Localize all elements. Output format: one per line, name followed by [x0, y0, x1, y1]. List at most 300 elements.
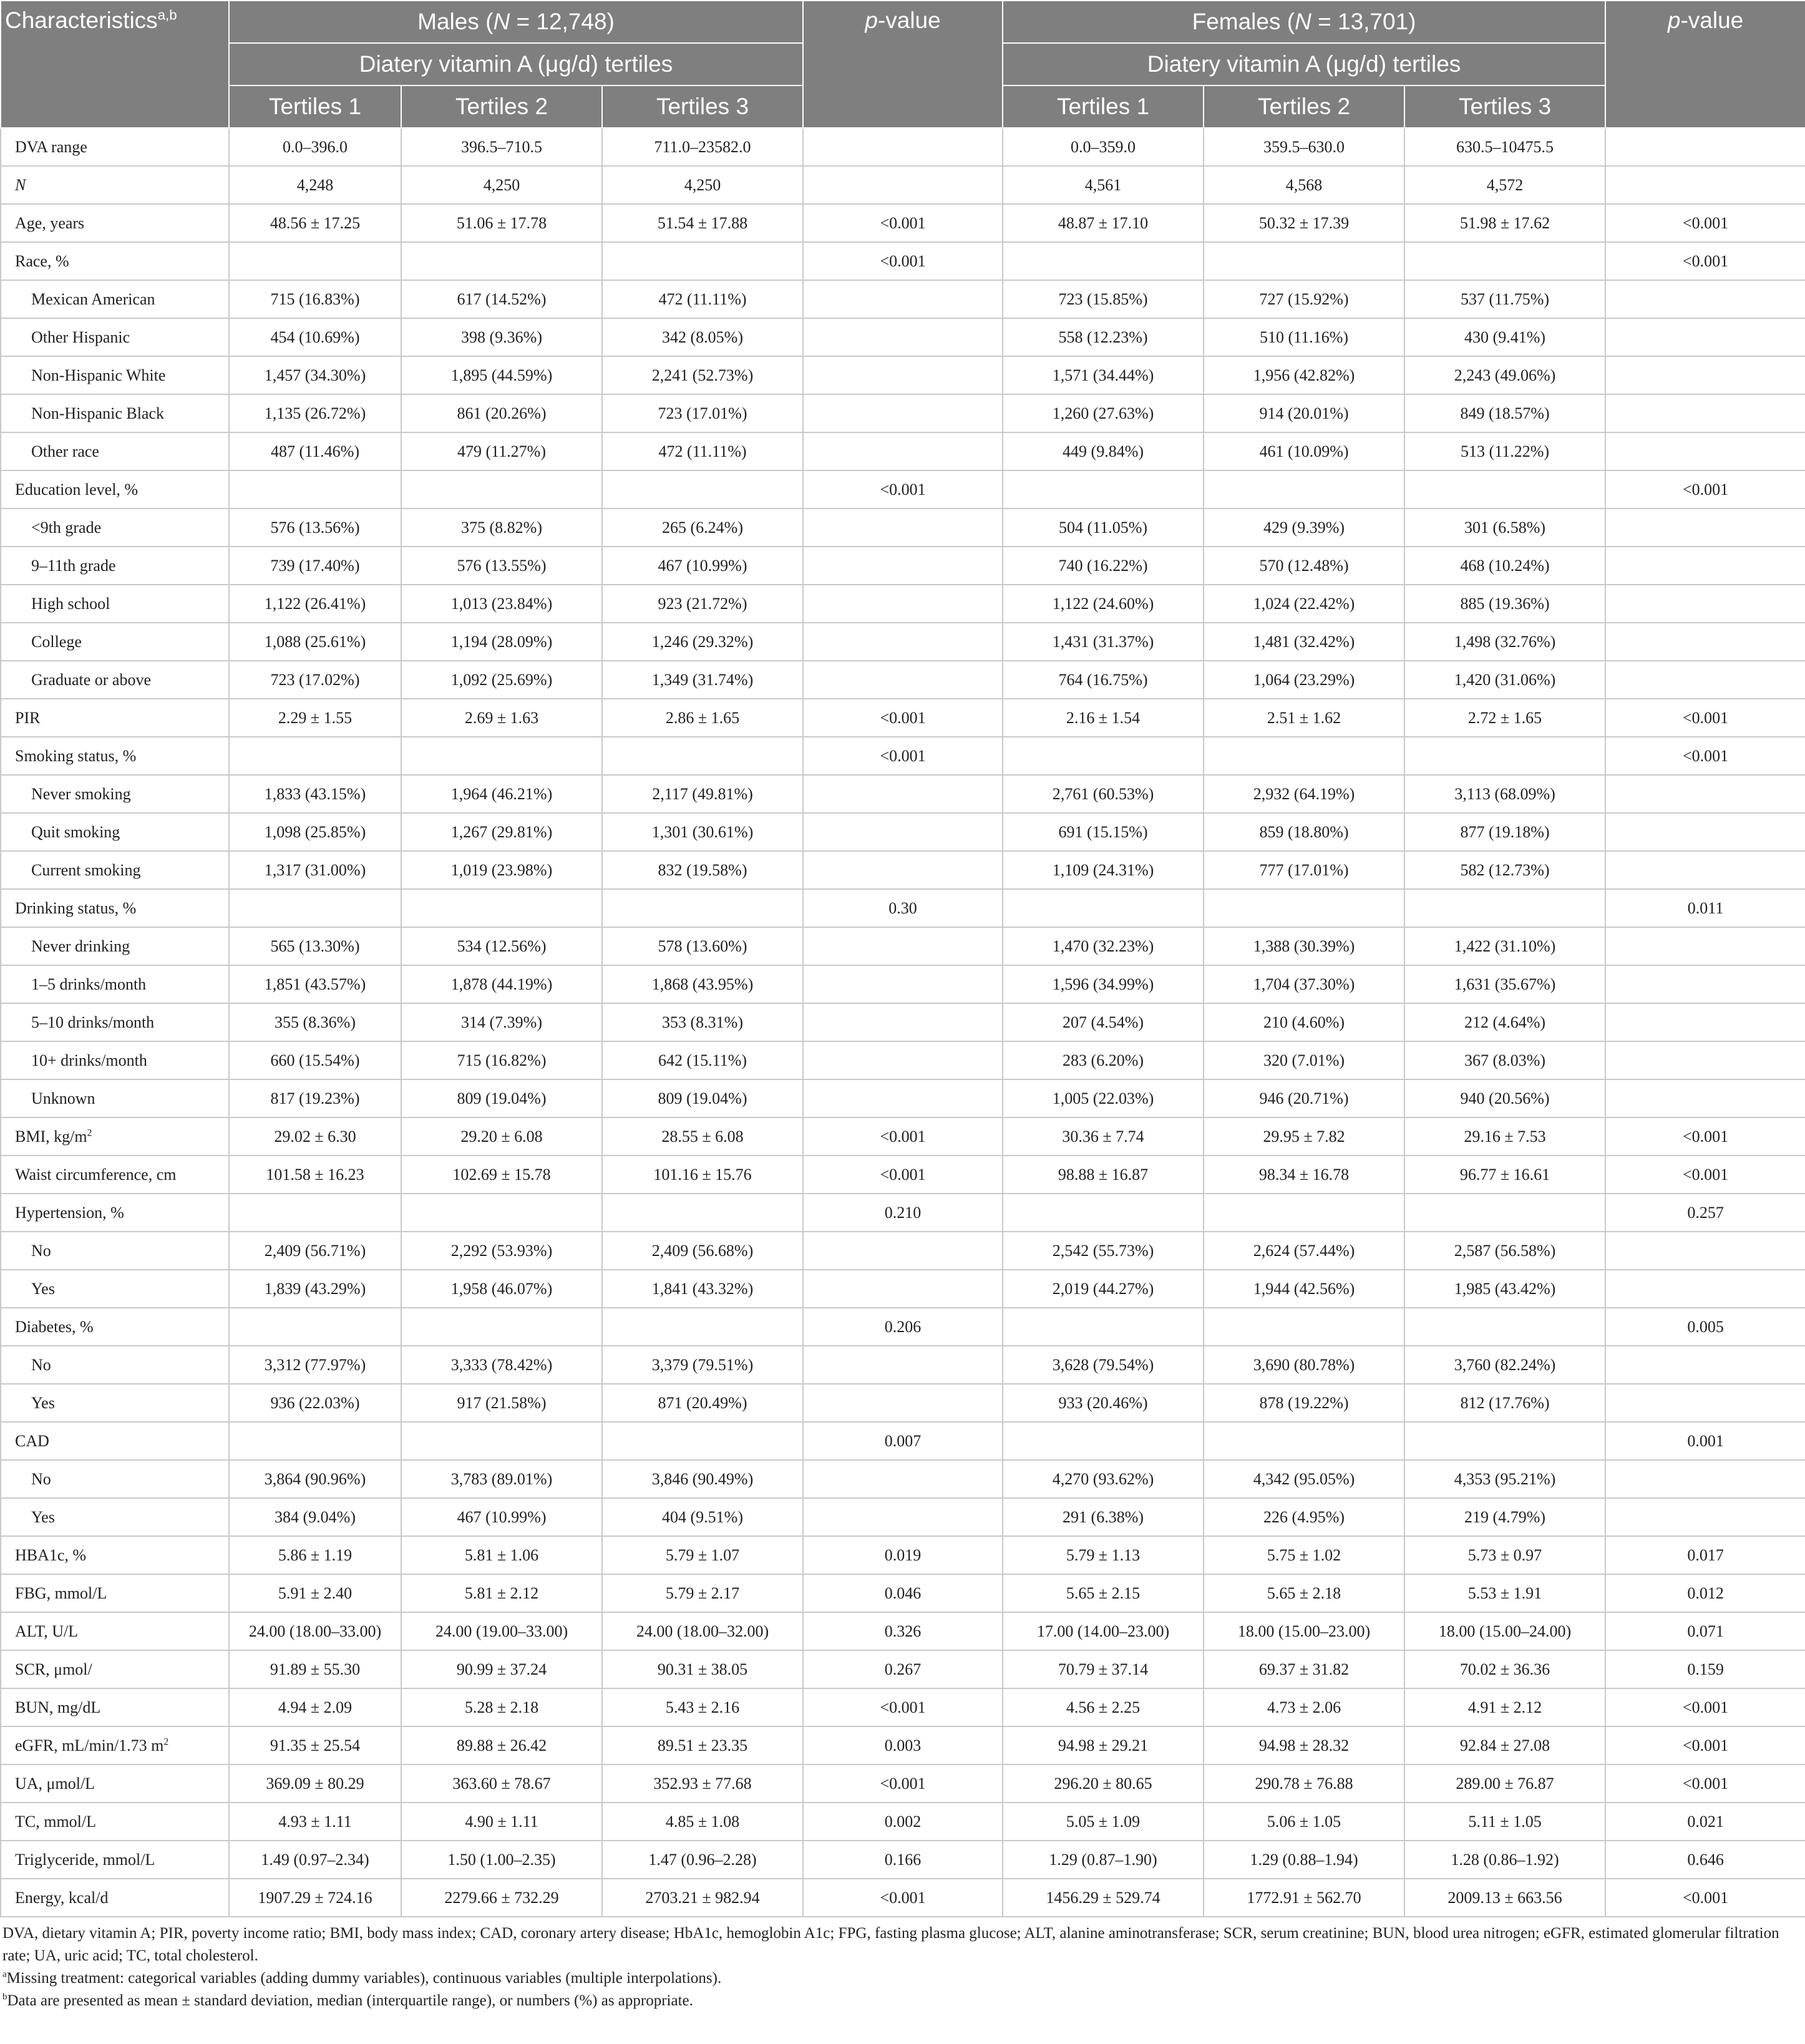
males-tertile-2-cell: 51.06 ± 17.78 — [401, 204, 602, 242]
females-tertile-3-cell: 5.73 ± 0.97 — [1404, 1536, 1605, 1574]
table-row — [1, 1726, 1805, 1764]
males-tertile-3-cell: 404 (9.51%) — [602, 1498, 803, 1536]
table-row — [1, 280, 1805, 318]
females-pvalue-cell — [1605, 1498, 1805, 1536]
footnote-a: $^a$Missing treatment: categorical variables (adding dummy variables), continuous variables (multiple interpolations). — [2, 1969, 722, 1987]
males-tertile-2-cell: 1,194 (28.09%) — [401, 623, 602, 661]
table-row — [1, 1536, 1805, 1574]
females-tertile-3-cell: 2,587 (56.58%) — [1404, 1232, 1605, 1270]
females-tertile-3-cell: 51.98 ± 17.62 — [1404, 204, 1605, 242]
females-pvalue-cell: <0.001 — [1605, 699, 1805, 737]
males-tertile-3-header: Tertiles 3 — [602, 85, 803, 128]
males-tertile-3-cell — [602, 1308, 803, 1346]
males-tertile-3-cell: 832 (19.58%) — [602, 851, 803, 889]
females-tertile-2-cell: 1,024 (22.42%) — [1204, 585, 1404, 623]
males-pvalue-cell: 0.326 — [803, 1612, 1003, 1650]
males-tertile-3-cell: 467 (10.99%) — [602, 547, 803, 585]
females-pvalue-cell — [1605, 775, 1805, 813]
males-tertile-2-cell — [401, 737, 602, 775]
males-tertile-3-cell: 923 (21.72%) — [602, 585, 803, 623]
females-pvalue-cell: <0.001 — [1605, 737, 1805, 775]
row-label: Other Hispanic — [1, 318, 229, 356]
row-label: Hypertension, % — [1, 1194, 229, 1232]
table-row — [1, 661, 1805, 699]
males-tertile-3-cell: 2,409 (56.68%) — [602, 1232, 803, 1270]
females-tertile-3-cell: 5.53 ± 1.91 — [1404, 1574, 1605, 1612]
table-row — [1, 166, 1805, 204]
males-tertile-1-cell: 1,839 (43.29%) — [229, 1270, 401, 1308]
table-row — [1, 1346, 1805, 1384]
males-tertile-1-cell — [229, 737, 401, 775]
males-tertile-1-cell — [229, 1194, 401, 1232]
row-label: College — [1, 623, 229, 661]
males-tertile-3-cell: 723 (17.01%) — [602, 394, 803, 432]
males-pvalue-cell — [803, 1346, 1003, 1384]
females-tertile-3-cell: 2009.13 ± 663.56 — [1404, 1879, 1605, 1917]
females-tertile-3-cell: 468 (10.24%) — [1404, 547, 1605, 585]
males-tertile-1-cell: 1,851 (43.57%) — [229, 965, 401, 1003]
females-tertile-3-cell: 1,498 (32.76%) — [1404, 623, 1605, 661]
row-label: No — [1, 1232, 229, 1270]
females-tertile-1-cell: 1,122 (24.60%) — [1003, 585, 1204, 623]
row-label: Race, % — [1, 242, 229, 280]
females-tertile-1-cell: 98.88 ± 16.87 — [1003, 1156, 1204, 1194]
males-tertile-2-cell: 396.5–710.5 — [401, 128, 602, 166]
males-tertile-2-cell: 1,964 (46.21%) — [401, 775, 602, 813]
table-row — [1, 432, 1805, 470]
females-pvalue-cell — [1605, 1041, 1805, 1079]
row-label: Smoking status, % — [1, 737, 229, 775]
females-tertile-1-cell: 740 (16.22%) — [1003, 547, 1204, 585]
table-row — [1, 1270, 1805, 1308]
females-pvalue-cell: 0.021 — [1605, 1803, 1805, 1841]
table-row — [1, 1079, 1805, 1117]
males-tertile-1-cell: 715 (16.83%) — [229, 280, 401, 318]
males-tertile-1-cell — [229, 1308, 401, 1346]
table-row — [1, 1841, 1805, 1879]
males-tertile-2-cell — [401, 1422, 602, 1460]
females-tertile-2-cell: 320 (7.01%) — [1204, 1041, 1404, 1079]
row-label: Current smoking — [1, 851, 229, 889]
males-tertile-2-cell: 24.00 (19.00–33.00) — [401, 1612, 602, 1650]
females-tertile-3-cell: 1,985 (43.42%) — [1404, 1270, 1605, 1308]
males-tertile-1-cell: 369.09 ± 80.29 — [229, 1764, 401, 1803]
males-tertile-1-cell: 5.86 ± 1.19 — [229, 1536, 401, 1574]
males-tertile-1-cell: 1,135 (26.72%) — [229, 394, 401, 432]
table-row — [1, 1003, 1805, 1041]
females-pvalue-cell — [1605, 280, 1805, 318]
males-pvalue-cell: 0.019 — [803, 1536, 1003, 1574]
row-label: Non-Hispanic White — [1, 356, 229, 394]
females-tertile-3-cell: 2,243 (49.06%) — [1404, 356, 1605, 394]
females-tertile-2-cell: 1,704 (37.30%) — [1204, 965, 1404, 1003]
females-tertile-3-cell: 3,113 (68.09%) — [1404, 775, 1605, 813]
males-tertile-1-cell: 817 (19.23%) — [229, 1079, 401, 1117]
females-tertile-2-cell: 18.00 (15.00–23.00) — [1204, 1612, 1404, 1650]
males-tertile-3-cell: 1,868 (43.95%) — [602, 965, 803, 1003]
females-tertile-2-cell: 94.98 ± 28.32 — [1204, 1726, 1404, 1764]
females-tertile-3-cell: 812 (17.76%) — [1404, 1384, 1605, 1422]
males-tertile-1-cell: 355 (8.36%) — [229, 1003, 401, 1041]
males-tertile-1-cell: 454 (10.69%) — [229, 318, 401, 356]
females-pvalue-cell — [1605, 965, 1805, 1003]
females-tertile-3-cell: 630.5–10475.5 — [1404, 128, 1605, 166]
females-tertile-3-cell — [1404, 1194, 1605, 1232]
males-tertile-1-cell: 739 (17.40%) — [229, 547, 401, 585]
males-tertile-1-cell: 936 (22.03%) — [229, 1384, 401, 1422]
males-tertile-2-cell: 467 (10.99%) — [401, 1498, 602, 1536]
females-pvalue-cell: <0.001 — [1605, 470, 1805, 509]
females-tertile-2-cell: 5.65 ± 2.18 — [1204, 1574, 1404, 1612]
males-pvalue-cell: 0.046 — [803, 1574, 1003, 1612]
females-tertile-3-cell: 940 (20.56%) — [1404, 1079, 1605, 1117]
females-pvalue-cell — [1605, 927, 1805, 965]
females-tertile-2-cell: 570 (12.48%) — [1204, 547, 1404, 585]
table-row — [1, 1612, 1805, 1650]
males-tertile-1-cell: 4.94 ± 2.09 — [229, 1688, 401, 1726]
table-row — [1, 623, 1805, 661]
females-tertile-1-cell: 1,005 (22.03%) — [1003, 1079, 1204, 1117]
table-row — [1, 1384, 1805, 1422]
females-tertile-1-header: Tertiles 1 — [1003, 85, 1204, 128]
row-label: UA, μmol/L — [1, 1764, 229, 1803]
males-tertile-3-cell — [602, 242, 803, 280]
females-tertile-3-cell: 212 (4.64%) — [1404, 1003, 1605, 1041]
table-row — [1, 1803, 1805, 1841]
table-header — [1, 1, 1805, 128]
males-tertile-3-cell: 5.79 ± 1.07 — [602, 1536, 803, 1574]
males-tertile-3-cell: 472 (11.11%) — [602, 280, 803, 318]
table-row — [1, 1117, 1805, 1156]
males-tertile-2-cell: 534 (12.56%) — [401, 927, 602, 965]
males-tertile-1-cell: 565 (13.30%) — [229, 927, 401, 965]
row-label: Waist circumference, cm — [1, 1156, 229, 1194]
males-tertile-1-cell: 2,409 (56.71%) — [229, 1232, 401, 1270]
females-tertile-2-cell: 1.29 (0.88–1.94) — [1204, 1841, 1404, 1879]
females-tertile-2-cell: 510 (11.16%) — [1204, 318, 1404, 356]
males-tertile-3-cell: 353 (8.31%) — [602, 1003, 803, 1041]
females-tertile-2-cell: 5.06 ± 1.05 — [1204, 1803, 1404, 1841]
males-tertile-2-cell — [401, 1308, 602, 1346]
females-tertile-1-cell: 2,761 (60.53%) — [1003, 775, 1204, 813]
females-pvalue-cell: <0.001 — [1605, 1764, 1805, 1803]
females-tertile-2-cell: 2,624 (57.44%) — [1204, 1232, 1404, 1270]
males-tertile-1-cell: 660 (15.54%) — [229, 1041, 401, 1079]
males-tertile-2-cell: 715 (16.82%) — [401, 1041, 602, 1079]
males-pvalue-cell: <0.001 — [803, 470, 1003, 509]
females-tertile-2-cell: 946 (20.71%) — [1204, 1079, 1404, 1117]
females-pvalue-cell: <0.001 — [1605, 1688, 1805, 1726]
males-tertile-2-cell: 363.60 ± 78.67 — [401, 1764, 602, 1803]
females-tertile-1-cell: 17.00 (14.00–23.00) — [1003, 1612, 1204, 1650]
females-tertile-1-cell: 764 (16.75%) — [1003, 661, 1204, 699]
row-label: 9–11th grade — [1, 547, 229, 585]
table-row — [1, 813, 1805, 851]
females-pvalue-cell — [1605, 661, 1805, 699]
females-tertile-2-cell: 1772.91 ± 562.70 — [1204, 1879, 1404, 1917]
females-tertile-2-cell: 1,388 (30.39%) — [1204, 927, 1404, 965]
males-tertile-3-cell: 2703.21 ± 982.94 — [602, 1879, 803, 1917]
males-tertile-1-cell: 24.00 (18.00–33.00) — [229, 1612, 401, 1650]
males-tertile-2-cell: 1,895 (44.59%) — [401, 356, 602, 394]
females-pvalue-cell — [1605, 128, 1805, 166]
females-tertile-1-cell — [1003, 1194, 1204, 1232]
table-row — [1, 1232, 1805, 1270]
males-pvalue-cell — [803, 166, 1003, 204]
females-tertile-2-cell — [1204, 1308, 1404, 1346]
footnote-abbreviations: DVA, dietary vitamin A; PIR, poverty income ratio; BMI, body mass index; CAD, coronary artery disease; HbA1c, hemoglobin A1c; FPG, fasting plasma glucose; ALT, alanine aminotransferase; SCR, serum creatinine; BUN, blood urea nitrogen; eGFR, estimated glomerular filtration rate; UA, uric acid; TC, total cholesterol. — [2, 1925, 1779, 1964]
males-tertile-3-cell — [602, 470, 803, 509]
males-tertile-2-cell: 89.88 ± 26.42 — [401, 1726, 602, 1764]
males-tertile-1-cell: 2.29 ± 1.55 — [229, 699, 401, 737]
females-tertile-2-cell: 3,690 (80.78%) — [1204, 1346, 1404, 1384]
males-pvalue-cell — [803, 356, 1003, 394]
males-tertile-1-cell: 101.58 ± 16.23 — [229, 1156, 401, 1194]
table-row — [1, 509, 1805, 547]
males-tertile-3-cell — [602, 1422, 803, 1460]
table-row — [1, 242, 1805, 280]
females-tertile-1-cell: 4,270 (93.62%) — [1003, 1460, 1204, 1498]
females-tertile-2-cell: 1,481 (32.42%) — [1204, 623, 1404, 661]
females-pvalue-cell — [1605, 1079, 1805, 1117]
females-tertile-1-cell: 291 (6.38%) — [1003, 1498, 1204, 1536]
males-pvalue-cell — [803, 813, 1003, 851]
males-pvalue-cell — [803, 1041, 1003, 1079]
males-tertile-3-cell: 2,241 (52.73%) — [602, 356, 803, 394]
females-tertile-1-cell: 70.79 ± 37.14 — [1003, 1650, 1204, 1688]
males-tertile-3-cell — [602, 737, 803, 775]
table-row — [1, 927, 1805, 965]
females-tertile-3-cell: 301 (6.58%) — [1404, 509, 1605, 547]
females-pvalue-cell — [1605, 356, 1805, 394]
males-tertile-1-cell: 3,312 (77.97%) — [229, 1346, 401, 1384]
males-pvalue-cell: 0.003 — [803, 1726, 1003, 1764]
males-tertile-1-cell: 1,457 (34.30%) — [229, 356, 401, 394]
table-row — [1, 889, 1805, 927]
males-pvalue-cell — [803, 1079, 1003, 1117]
males-tertile-2-cell: 809 (19.04%) — [401, 1079, 602, 1117]
females-pvalue-cell — [1605, 166, 1805, 204]
males-tertile-3-cell: 1,841 (43.32%) — [602, 1270, 803, 1308]
females-pvalue-cell: 0.017 — [1605, 1536, 1805, 1574]
females-tertile-2-cell: 777 (17.01%) — [1204, 851, 1404, 889]
row-label: ALT, U/L — [1, 1612, 229, 1650]
males-pvalue-cell: <0.001 — [803, 204, 1003, 242]
males-pvalue-cell — [803, 851, 1003, 889]
table-row — [1, 1194, 1805, 1232]
females-tertile-3-cell — [1404, 470, 1605, 509]
males-tertile-2-cell: 1.50 (1.00–2.35) — [401, 1841, 602, 1879]
table-row — [1, 128, 1805, 166]
females-tertile-3-cell: 92.84 ± 27.08 — [1404, 1726, 1605, 1764]
females-tertile-1-cell: 1,260 (27.63%) — [1003, 394, 1204, 432]
males-pvalue-cell — [803, 927, 1003, 965]
females-tertile-1-cell: 2,019 (44.27%) — [1003, 1270, 1204, 1308]
males-tertile-1-cell: 723 (17.02%) — [229, 661, 401, 699]
females-pvalue-cell: 0.159 — [1605, 1650, 1805, 1688]
males-tertile-2-cell: 5.28 ± 2.18 — [401, 1688, 602, 1726]
males-tertile-1-cell: 1,122 (26.41%) — [229, 585, 401, 623]
table-row — [1, 699, 1805, 737]
males-tertile-3-cell: 871 (20.49%) — [602, 1384, 803, 1422]
females-tertile-2-cell: 727 (15.92%) — [1204, 280, 1404, 318]
females-tertile-3-cell: 1.28 (0.86–1.92) — [1404, 1841, 1605, 1879]
table-body — [1, 128, 1805, 1917]
females-tertile-3-cell: 96.77 ± 16.61 — [1404, 1156, 1605, 1194]
males-tertile-1-cell: 1,833 (43.15%) — [229, 775, 401, 813]
females-tertile-2-cell: 29.95 ± 7.82 — [1204, 1117, 1404, 1156]
males-pvalue-cell — [803, 509, 1003, 547]
females-tertile-1-cell: 1456.29 ± 529.74 — [1003, 1879, 1204, 1917]
table-row — [1, 1422, 1805, 1460]
table-row — [1, 394, 1805, 432]
females-tertile-3-cell: 367 (8.03%) — [1404, 1041, 1605, 1079]
females-pvalue-cell — [1605, 432, 1805, 470]
females-tertile-3-cell — [1404, 737, 1605, 775]
row-label: N — [1, 166, 229, 204]
males-tertile-2-cell: 1,092 (25.69%) — [401, 661, 602, 699]
row-label: PIR — [1, 699, 229, 737]
males-tertile-3-cell: 472 (11.11%) — [602, 432, 803, 470]
males-pvalue-cell — [803, 394, 1003, 432]
males-pvalue-cell: <0.001 — [803, 699, 1003, 737]
table-row — [1, 356, 1805, 394]
females-tertile-3-cell: 3,760 (82.24%) — [1404, 1346, 1605, 1384]
females-tertile-1-cell: 1,431 (31.37%) — [1003, 623, 1204, 661]
males-dva-tertiles-header: Diatery vitamin A (μg/d) tertiles — [229, 43, 803, 85]
females-tertile-1-cell: 207 (4.54%) — [1003, 1003, 1204, 1041]
males-tertile-1-cell: 487 (11.46%) — [229, 432, 401, 470]
females-tertile-3-cell: 18.00 (15.00–24.00) — [1404, 1612, 1605, 1650]
males-pvalue-cell — [803, 1498, 1003, 1536]
table-row — [1, 585, 1805, 623]
row-label: HBA1c, % — [1, 1536, 229, 1574]
males-pvalue-cell: <0.001 — [803, 242, 1003, 280]
females-tertile-2-cell — [1204, 470, 1404, 509]
table-row — [1, 851, 1805, 889]
row-label: Never drinking — [1, 927, 229, 965]
females-tertile-2-header: Tertiles 2 — [1204, 85, 1404, 128]
males-tertile-1-cell: 5.91 ± 2.40 — [229, 1574, 401, 1612]
males-pvalue-cell — [803, 128, 1003, 166]
females-pvalue-cell — [1605, 623, 1805, 661]
males-tertile-2-cell: 2279.66 ± 732.29 — [401, 1879, 602, 1917]
females-tertile-2-cell — [1204, 1422, 1404, 1460]
females-pvalue-cell — [1605, 1270, 1805, 1308]
table-row — [1, 1574, 1805, 1612]
males-tertile-3-cell: 265 (6.24%) — [602, 509, 803, 547]
females-tertile-2-cell: 5.75 ± 1.02 — [1204, 1536, 1404, 1574]
females-tertile-3-cell: 5.11 ± 1.05 — [1404, 1803, 1605, 1841]
females-tertile-3-cell: 849 (18.57%) — [1404, 394, 1605, 432]
females-tertile-1-cell: 4.56 ± 2.25 — [1003, 1688, 1204, 1726]
males-pvalue-cell: <0.001 — [803, 1156, 1003, 1194]
females-tertile-2-cell: 878 (19.22%) — [1204, 1384, 1404, 1422]
males-pvalue-cell — [803, 280, 1003, 318]
females-tertile-3-cell — [1404, 1422, 1605, 1460]
females-tertile-1-cell — [1003, 470, 1204, 509]
males-tertile-3-cell: 4,250 — [602, 166, 803, 204]
males-pvalue-cell — [803, 1232, 1003, 1270]
males-tertile-1-cell: 1,088 (25.61%) — [229, 623, 401, 661]
males-tertile-2-cell: 917 (21.58%) — [401, 1384, 602, 1422]
males-tertile-2-cell: 576 (13.55%) — [401, 547, 602, 585]
females-tertile-3-cell: 885 (19.36%) — [1404, 585, 1605, 623]
females-tertile-1-cell: 3,628 (79.54%) — [1003, 1346, 1204, 1384]
table-row — [1, 1498, 1805, 1536]
females-tertile-1-cell — [1003, 889, 1204, 927]
males-pvalue-cell: <0.001 — [803, 1764, 1003, 1803]
row-label: High school — [1, 585, 229, 623]
males-tertile-3-cell: 1,349 (31.74%) — [602, 661, 803, 699]
table-row — [1, 1650, 1805, 1688]
row-label: FBG, mmol/L — [1, 1574, 229, 1612]
females-pvalue-cell — [1605, 1384, 1805, 1422]
row-label: Age, years — [1, 204, 229, 242]
table-row — [1, 965, 1805, 1003]
males-tertile-1-cell — [229, 470, 401, 509]
males-tertile-1-cell — [229, 242, 401, 280]
row-label: 1–5 drinks/month — [1, 965, 229, 1003]
males-tertile-2-cell: 29.20 ± 6.08 — [401, 1117, 602, 1156]
females-pvalue-cell — [1605, 1346, 1805, 1384]
males-tertile-2-cell: 90.99 ± 37.24 — [401, 1650, 602, 1688]
row-label: Non-Hispanic Black — [1, 394, 229, 432]
males-tertile-3-cell: 3,846 (90.49%) — [602, 1460, 803, 1498]
females-pvalue-cell: 0.257 — [1605, 1194, 1805, 1232]
males-tertile-3-cell: 342 (8.05%) — [602, 318, 803, 356]
characteristics-header: Characteristics$^{a,b}$ — [1, 1, 229, 128]
females-tertile-2-cell — [1204, 737, 1404, 775]
females-tertile-2-cell: 98.34 ± 16.78 — [1204, 1156, 1404, 1194]
males-tertile-1-cell: 0.0–396.0 — [229, 128, 401, 166]
males-tertile-1-header: Tertiles 1 — [229, 85, 401, 128]
females-tertile-1-cell: 4,561 — [1003, 166, 1204, 204]
males-tertile-2-cell: 102.69 ± 15.78 — [401, 1156, 602, 1194]
row-label: Drinking status, % — [1, 889, 229, 927]
table-row — [1, 1764, 1805, 1803]
males-tertile-3-cell: 89.51 ± 23.35 — [602, 1726, 803, 1764]
males-tertile-2-cell: 5.81 ± 2.12 — [401, 1574, 602, 1612]
males-tertile-1-cell: 1,317 (31.00%) — [229, 851, 401, 889]
males-tertile-1-cell: 91.89 ± 55.30 — [229, 1650, 401, 1688]
females-tertile-2-cell — [1204, 889, 1404, 927]
females-tertile-2-cell: 359.5–630.0 — [1204, 128, 1404, 166]
table-row — [1, 1688, 1805, 1726]
females-tertile-1-cell: 94.98 ± 29.21 — [1003, 1726, 1204, 1764]
males-tertile-1-cell: 3,864 (90.96%) — [229, 1460, 401, 1498]
males-tertile-2-cell: 4.90 ± 1.11 — [401, 1803, 602, 1841]
females-tertile-2-cell: 1,944 (42.56%) — [1204, 1270, 1404, 1308]
males-tertile-2-cell — [401, 242, 602, 280]
males-tertile-1-cell — [229, 889, 401, 927]
males-tertile-3-cell: 1.47 (0.96–2.28) — [602, 1841, 803, 1879]
females-tertile-1-cell — [1003, 242, 1204, 280]
females-tertile-3-header: Tertiles 3 — [1404, 85, 1605, 128]
males-pvalue-cell: 0.210 — [803, 1194, 1003, 1232]
females-tertile-2-cell: 4.73 ± 2.06 — [1204, 1688, 1404, 1726]
females-pvalue-cell: 0.646 — [1605, 1841, 1805, 1879]
table-row — [1, 547, 1805, 585]
females-pvalue-cell — [1605, 318, 1805, 356]
footnote-b: $^b$Data are presented as mean ± standard deviation, median (interquartile range), or numbers (%) as appropriate. — [2, 1992, 693, 2009]
males-tertile-3-cell: 1,301 (30.61%) — [602, 813, 803, 851]
females-tertile-2-cell — [1204, 242, 1404, 280]
row-label: No — [1, 1346, 229, 1384]
females-tertile-3-cell: 1,422 (31.10%) — [1404, 927, 1605, 965]
row-label: DVA range — [1, 128, 229, 166]
table-row — [1, 775, 1805, 813]
